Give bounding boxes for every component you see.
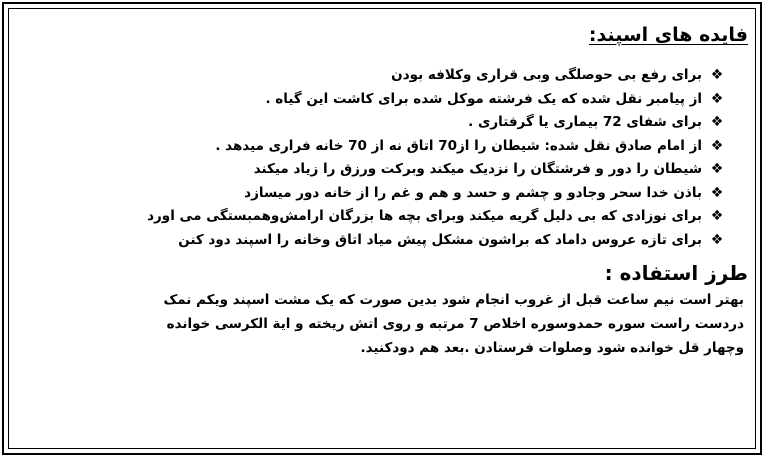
list-item xyxy=(20,158,726,182)
usage-title: طرز استفاده : xyxy=(604,261,748,285)
list-item xyxy=(20,88,726,112)
list-item xyxy=(20,229,726,253)
list-item xyxy=(20,205,726,229)
list-item-text: برای شفای 72 بیماری یا گرفتاری . xyxy=(468,114,702,130)
list-item-text: برای تازه عروس داماد که براشون مشکل پیش میاد اتاق وخانه را اسپند دود کنن xyxy=(178,231,702,248)
four-diamond-bullet-icon: ❖ xyxy=(710,90,724,107)
four-diamond-bullet-icon: ❖ xyxy=(710,137,724,154)
list-item xyxy=(20,64,726,88)
four-diamond-bullet-icon: ❖ xyxy=(710,161,724,177)
four-diamond-bullet-icon: ❖ xyxy=(710,67,724,83)
list-item xyxy=(20,182,726,206)
four-diamond-bullet-icon: ❖ xyxy=(710,114,724,130)
four-diamond-bullet-icon: ❖ xyxy=(710,184,724,201)
list-item-text: برای رفع بی حوصلگی وبی قراری وکلافه بودن xyxy=(391,67,702,83)
list-item-text: برای نوزادی که بی دلیل گریه میکند وبرای بچه ها بزرگان ارامش‌وهمبستگی می اورد xyxy=(147,208,702,224)
document-body xyxy=(20,22,748,360)
list-item-text: از امام صادق نقل شده: شیطان را از70 اتاق نه از 70 خانه فراری میدهد . xyxy=(215,137,702,154)
usage-paragraph xyxy=(20,288,748,360)
list-item-text: از پیامبر نقل شده که یک فرشته موکل شده برای کاشت این گیاه . xyxy=(265,90,702,107)
list-item-text: شیطان را دور و فرشتگان را نزدیک میکند وبرکت ورزق را زیاد میکند xyxy=(253,161,702,177)
usage-line: دردست راست سوره حمدوسوره اخلاص 7 مرتبه و روی اتش ریخته و ایة الکرسی خوانده xyxy=(166,316,744,332)
benefits-title: فایده های اسپند: xyxy=(588,24,748,46)
list-item-text: باذن خدا سحر وجادو و چشم و حسد و هم و غم را از خانه دور میسازد xyxy=(244,184,702,201)
benefits-list xyxy=(20,64,748,252)
usage-line: وچهار قل خوانده شود وصلوات فرستادن .بعد هم دودکنید. xyxy=(360,340,744,356)
four-diamond-bullet-icon: ❖ xyxy=(710,208,724,224)
four-diamond-bullet-icon: ❖ xyxy=(710,231,724,248)
list-item xyxy=(20,111,726,135)
list-item xyxy=(20,135,726,159)
usage-line: بهتر است نیم ساعت قبل از غروب انجام شود بدین صورت که یک مشت اسپند ویکم نمک xyxy=(163,292,744,308)
